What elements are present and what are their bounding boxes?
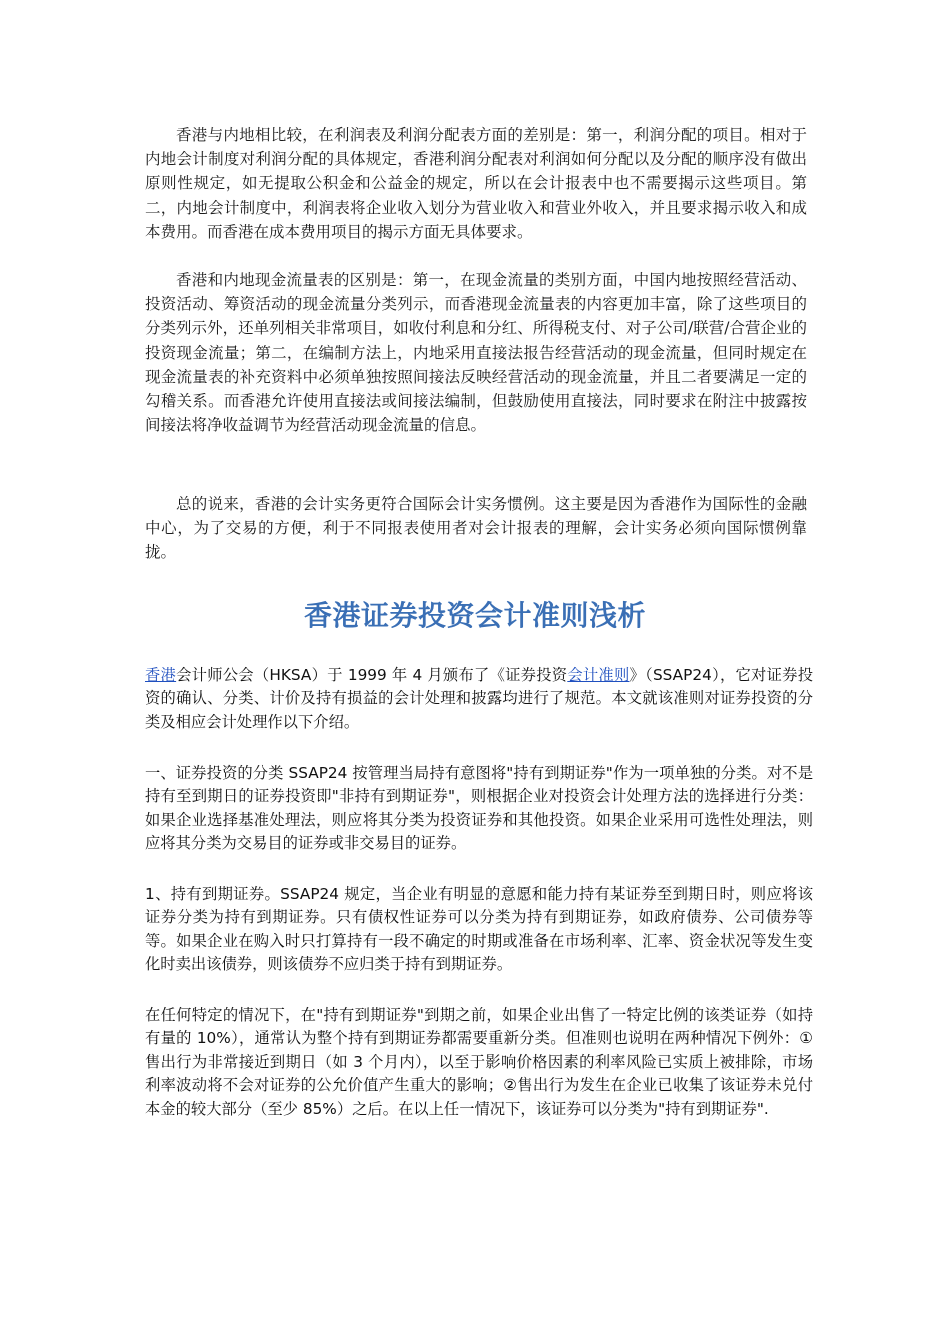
item-exceptions: 在任何特定的情况下，在"持有到期证券"到期之前，如果企业出售了一特定比例的该类证券（如持有量的 10%），通常认为整个持有到期证券都需要重新分类。但准则也说明在两种情况下例外：①售出行为非常接近到期日（如 3 个月内），以至于影响价格因素的利率风险已实质上被排除，市场利率波动将不会对证券的公允价值产生重大的影响；②售出行为发生在企业已收集了该证券未兑付本金的较大部分（至少 85%）之后。在以上任一情况下，该证券可以分类为"持有到期证券".	[145, 1006, 813, 1118]
paragraph-cash-flow: 香港和内地现金流量表的区别是：第一，在现金流量的类别方面，中国内地按照经营活动、投资活动、筹资活动的现金流量分类列示，而香港现金流量表的内容更加丰富，除了这些项目的分类列示外，还单列相关非常项目，如收付利息和分红、所得税支付、对子公司/联营/合营企业的投资现金流量；第二，在编制方法上，内地采用直接法报告经营活动的现金流量，但同时规定在现金流量表的补充资料中必须单独按照间接法反映经营活动的现金流量，并且二者要满足一定的勾稽关系。而香港允许使用直接法或间接法编制，但鼓励使用直接法，同时要求在附注中披露按间接法将净收益调节为经营活动现金流量的信息。	[145, 271, 807, 435]
paragraph-summary: 总的说来，香港的会计实务更符合国际会计实务惯例。这主要是因为香港作为国际性的金融中心，为了交易的方便，利于不同报表使用者对会计报表的理解，会计实务必须向国际惯例靠拢。	[145, 495, 807, 562]
link-hong-kong[interactable]: 香港	[145, 666, 177, 684]
intro-text-1: 会计师公会（HKSA）于 1999 年 4 月颁布了《证券投资	[176, 666, 568, 684]
item-held-to-maturity: 1、持有到期证券。SSAP24 规定，当企业有明显的意愿和能力持有某证券至到期日时，则应将该证券分类为持有到期证券。只有债权性证券可以分类为持有到期证券，如政府债券、公司债券等等。如果企业在购入时只打算持有一段不确定的时期或准备在市场利率、汇率、资金状况等发生变化时卖出该债券，则该债券不应归类于持有到期证券。	[145, 885, 813, 974]
section-classification: 一、证券投资的分类 SSAP24 按管理当局持有意图将"持有到期证券"作为一项单独的分类。对不是持有至到期日的证券投资即"非持有到期证券"，则根据企业对投资会计处理方法的选择进行分类：如果企业选择基准处理法，则应将其分类为投资证券和其他投资。如果企业采用可选性处理法，则应将其分类为交易目的证券或非交易目的证券。	[145, 764, 813, 853]
link-accounting-standard[interactable]: 会计准则	[567, 666, 630, 684]
paragraph-profit-statement: 香港与内地相比较，在利润表及利润分配表方面的差别是：第一，利润分配的项目。相对于内地会计制度对利润分配的具体规定，香港利润分配表对利润如何分配以及分配的顺序没有做出原则性规定，如无提取公积金和公益金的规定，所以在会计报表中也不需要揭示这些项目。第二，内地会计制度中，利润表将企业收入划分为营业收入和营业外收入，并且要求揭示收入和成本费用。而香港在成本费用项目的揭示方面无具体要求。	[145, 126, 807, 241]
intro-text-2: 》（SSAP24），它对证券投资的确认、分类、计价及持有损益的会计处理和披露均进行了规范。本文就该准则对证券投资的分类及相应会计处理作以下介绍。	[145, 666, 813, 731]
intro-paragraph	[145, 664, 813, 734]
article-title: 香港证券投资会计准则浅析	[303, 599, 646, 632]
